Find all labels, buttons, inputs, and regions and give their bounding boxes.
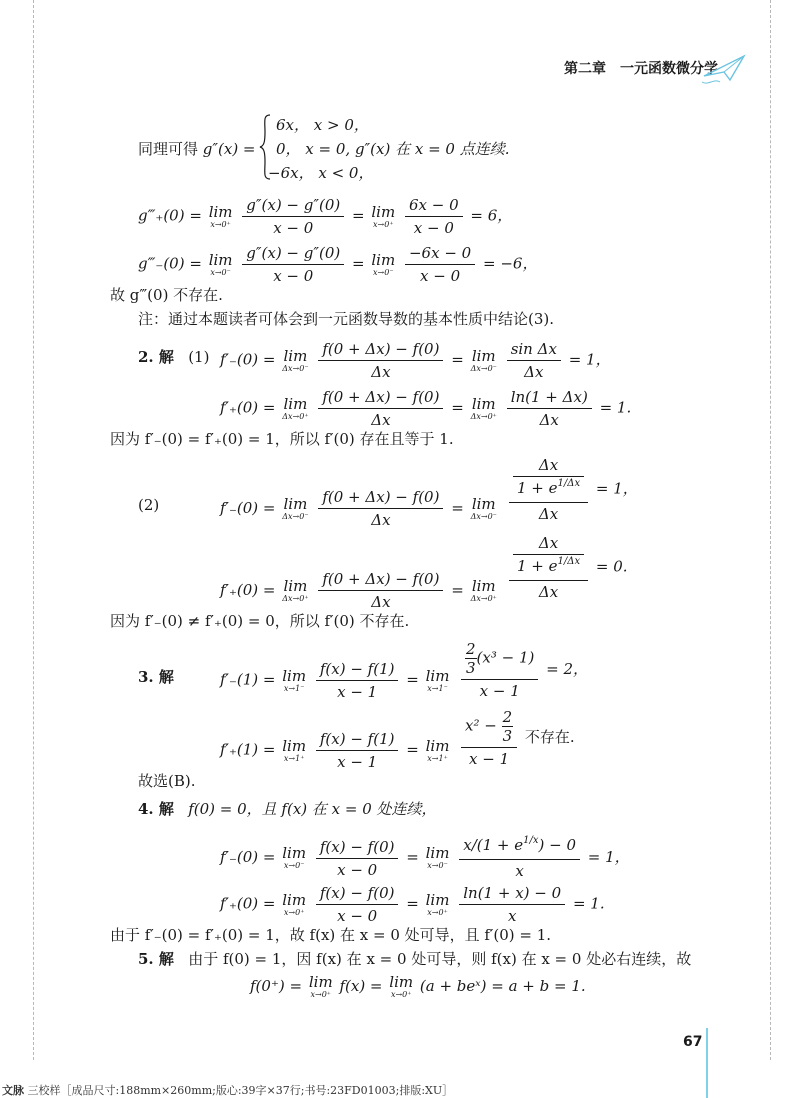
s2-f2m-nested-fraction: $\frac{\frac{\Delta x}{1 + e^{1/\Delta x}}}{\Delta x}$ = 1， (506, 456, 638, 523)
s3-fm-rhs: $\frac{2}{3}$ (x³ − 1) x − 1 = 2， (458, 640, 588, 700)
s2-conclusion-1: 因为 f′₋(0) = f′₊(0) = 1，所以 f′(0) 存在且等于 1. (110, 430, 454, 448)
s2-f2m-equation: f′₋(0) = lim Δx→0⁻ $\frac{f(0 + \Delta x) - f(0)}{\Delta x}$ = lim Δx→0⁻ (220, 488, 497, 529)
s2-f1p-equation: f′₊(0) = lim Δx→0⁺ $\frac{f(0 + \Delta x) - f(0)}{\Delta x}$ = lim Δx→0⁺ $\frac{\ln(1 + \Delta x)}{\Delta x}$ = 1. (220, 388, 632, 429)
s3-fp-rhs: x² − $\frac{2}{3}$ x − 1 不存在. (458, 708, 575, 768)
gplus-equation: g‴₊(0) = lim x→0⁺ $\frac{g''(x) - g''(0)}{x - 0}$ = lim x→0⁺ $\frac{6x - 0}{x - 0}$ = 6， (138, 196, 513, 237)
s2-label: 2. 解 (1) (138, 348, 210, 366)
s4-fm-equation: f′₋(0) = lim x→0⁻ $\frac{f(x) - f(0)}{x - 0}$ = lim x→0⁻ $\frac{x/(1 + e^{1/x}) - 0}{x}$ = 1， (220, 835, 630, 880)
s3-label: 3. 解 (138, 668, 174, 686)
chapter-label: 第二章 (564, 61, 606, 77)
gminus-equation: g‴₋(0) = lim x→0⁻ $\frac{g''(x) - g''(0)}{x - 0}$ = lim x→0⁻ $\frac{-6x - 0}{x - 0}$ = −6， (138, 244, 538, 285)
chapter-title: 一元函数微分学 (620, 61, 718, 77)
s1-note: 注：通过本题读者可体会到一元函数导数的基本性质中结论(3). (138, 310, 555, 328)
margin-guide-left (33, 0, 34, 1060)
running-header (564, 58, 718, 78)
s5-equation: f(0⁺) = lim x→0⁺ f(x) = lim x→0⁺ (a + beˣ) = a + b = 1. (250, 973, 586, 999)
s5-text: 5. 解 由于 f(0) = 1，因 f(x) 在 x = 0 处可导，则 f(x) 在 x = 0 处必右连续，故 (138, 950, 692, 968)
s2-part2-label: (2) (138, 496, 160, 514)
margin-guide-right (770, 0, 771, 1060)
paper-plane-icon (700, 52, 748, 88)
s4-conclusion: 由于 f′₋(0) = f′₊(0) = 1，故 f(x) 在 x = 0 处可导，且 f′(0) = 1. (110, 926, 552, 944)
s2-f2p-nested-fraction: $\frac{\frac{\Delta x}{1 + e^{1/\Delta x}}}{\Delta x}$ = 0. (506, 534, 628, 601)
page-number: 67 (683, 1034, 703, 1050)
s2-f2p-equation: f′₊(0) = lim Δx→0⁺ $\frac{f(0 + \Delta x) - f(0)}{\Delta x}$ = lim Δx→0⁺ (220, 570, 497, 611)
s2-conclusion-2: 因为 f′₋(0) ≠ f′₊(0) = 0，所以 f′(0) 不存在. (110, 612, 410, 630)
case-1: 6x， x > 0， (276, 116, 369, 134)
s3-fm-equation: f′₋(1) = lim x→1⁻ $\frac{f(x) - f(1)}{x - 1}$ = lim x→1⁻ (220, 660, 450, 701)
s4-fp-equation: f′₊(0) = lim x→0⁺ $\frac{f(x) - f(0)}{x - 0}$ = lim x→0⁺ $\frac{\ln(1 + x) - 0}{x}$ = 1. (220, 884, 605, 925)
page-number-rule (706, 1028, 708, 1098)
case-2: 0， x = 0, g″(x) 在 x = 0 点连续. (276, 140, 510, 158)
s4-intro: 4. 解 f(0) = 0，且 f(x) 在 x = 0 处连续， (138, 800, 437, 818)
case-3: −6x， x < 0， (268, 164, 374, 182)
s2-f1m-equation: f′₋(0) = lim Δx→0⁻ $\frac{f(0 + \Delta x) - f(0)}{\Delta x}$ = lim Δx→0⁻ $\frac{\text{sin Δx}}{\Delta x}$ = 1， (220, 340, 611, 381)
s1-intro: 同理可得 g″(x) = (138, 140, 256, 158)
print-footer: 文脉 三校样［成品尺寸:188mm×260mm;版心:39字×37行;书号:23FD01003;排版:XU］ (2, 1084, 454, 1097)
s3-fp-equation: f′₊(1) = lim x→1⁺ $\frac{f(x) - f(1)}{x - 1}$ = lim x→1⁺ (220, 730, 450, 771)
s3-choice: 故选(B). (138, 772, 196, 790)
s1-conclusion: 故 g‴(0) 不存在. (110, 286, 223, 304)
